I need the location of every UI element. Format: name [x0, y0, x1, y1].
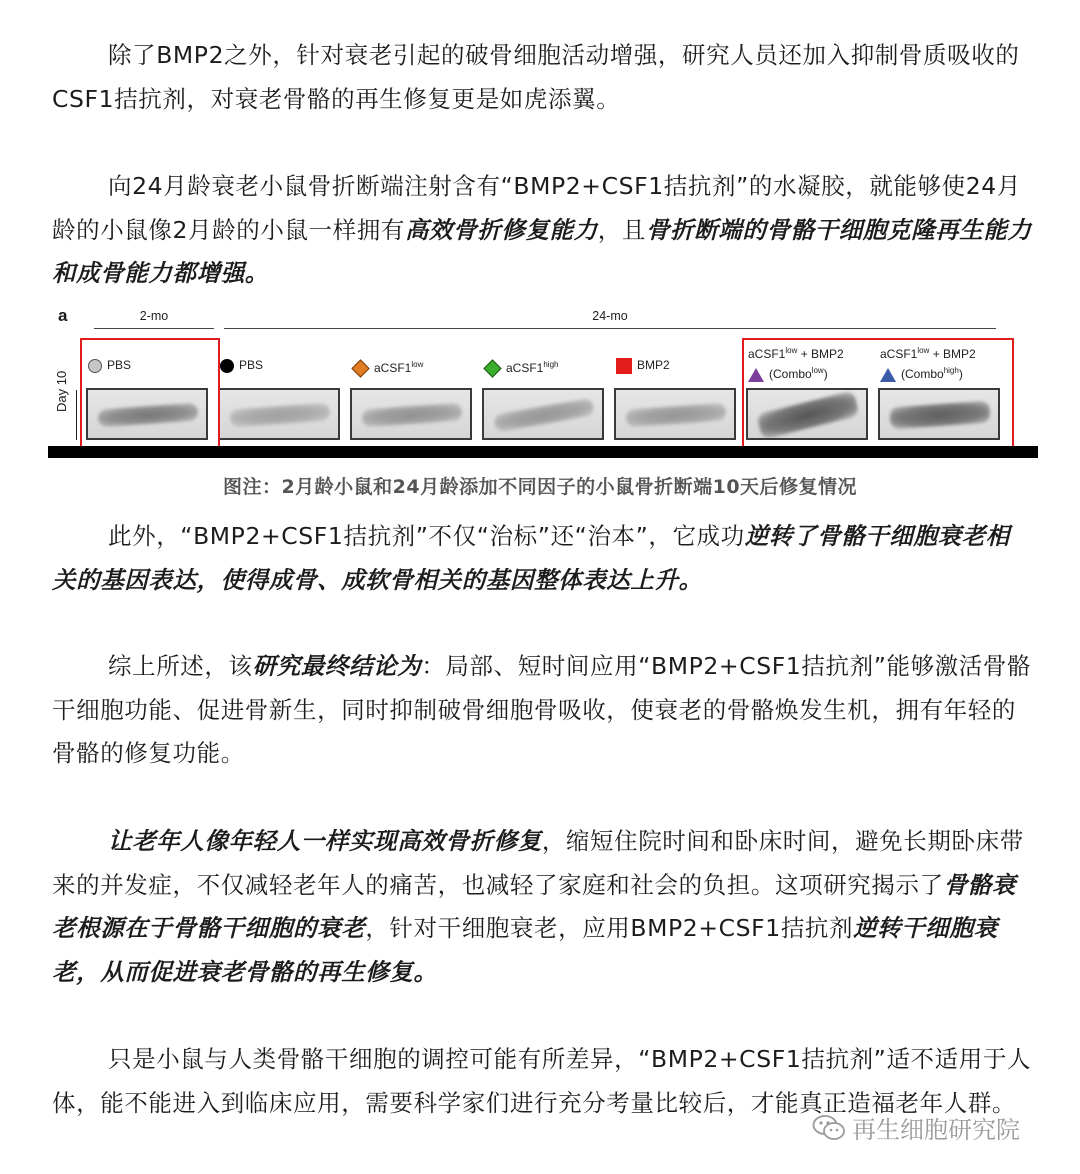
- panel-bmp2: [610, 338, 740, 448]
- paragraph-bmp2-intro: [52, 34, 1032, 121]
- figure-caption: 图注：2月龄小鼠和24月龄添加不同因子的小鼠骨折断端10天后修复情况: [222, 476, 858, 498]
- panel-label-sup: low: [785, 346, 798, 355]
- panel-label-line1: aCSF1: [880, 347, 918, 361]
- paragraph-text: 向24月龄衰老小鼠骨折断端注射含有“BMP2+CSF1拮抗剂”的水凝胶，就能够使24月龄的小鼠像2月龄的小鼠一样拥有: [52, 172, 1021, 244]
- paragraph-text: 除了BMP2之外，针对衰老引起的破骨细胞活动增强，研究人员还加入抑制骨质吸收的CSF1拮抗剂，对衰老骨骼的再生修复更是如虎添翼。: [52, 41, 1020, 113]
- paragraph-gene-expression: [52, 515, 1032, 602]
- figure-bottom-bar: [48, 446, 1038, 458]
- paragraph-text: ，缩短住院时间和卧床时间，避免长期卧床带来的并发症，不仅减轻老年人的痛苦，也减轻了家庭和社会的负担。这项研究揭示了: [52, 827, 1024, 899]
- panel-label-line1b: + BMP2: [929, 347, 976, 361]
- watermark-text: 再生细胞研究院: [852, 1116, 1020, 1144]
- panel-acsf1-high: [478, 338, 608, 448]
- bone-shape: [493, 397, 595, 432]
- paragraph-text: ：局部、短时间应用“BMP2+CSF1拮抗剂”能够激活骨骼干细胞功能、促进骨新生，同时抑制破骨细胞骨吸收，使衰老的骨骼焕发生机，拥有年轻的骨骼的修复功能。: [52, 652, 1032, 767]
- fracture-repair-figure: [48, 304, 1038, 460]
- group-label-young: 2-mo: [139, 309, 169, 323]
- paragraph-text: ，针对干细胞衰老，应用BMP2+CSF1拮抗剂: [365, 914, 854, 942]
- panel-label: [352, 358, 423, 375]
- emphasis-text: 研究最终结论为: [252, 652, 422, 680]
- panel-label: [220, 358, 263, 373]
- paragraph-conclusion: [52, 645, 1032, 776]
- panel-label-text: PBS: [239, 358, 264, 372]
- emphasis-text: 骨骼衰老根源在于骨骼干细胞的衰老: [52, 870, 1017, 942]
- xray-image: [614, 388, 736, 440]
- panel-label-text: (Combo: [901, 367, 944, 381]
- paragraph-text: 此外，“BMP2+CSF1拮抗剂”不仅“治标”还“治本”，它成功: [108, 522, 745, 550]
- emphasis-text: 逆转干细胞衰老，从而促进衰老骨骼的再生修复。: [52, 914, 998, 986]
- panel-label-line1b: + BMP2: [797, 347, 844, 361]
- panel-label: [484, 358, 558, 375]
- emphasis-text: 骨折断端的骨骼干细胞克隆再生能力和成骨能力都增强。: [52, 215, 1032, 287]
- paragraph-text: 只是小鼠与人类骨骼干细胞的调控可能有所差异，“BMP2+CSF1拮抗剂”适不适用于人体，能不能进入到临床应用，需要科学家们进行充分考量比较后，才能真正造福老年人群。: [52, 1045, 1032, 1117]
- wechat-icon: [812, 1114, 846, 1142]
- emphasis-text: 让老年人像年轻人一样实现高效骨折修复: [108, 827, 542, 855]
- paragraph-significance: [52, 820, 1032, 994]
- panel-label-sup: low: [411, 360, 424, 369]
- highlight-box-combo: [742, 338, 1014, 450]
- panel-label: [616, 358, 670, 374]
- paragraph-text: 综上所述，该: [108, 652, 253, 680]
- day-tick: [76, 390, 77, 440]
- orange-diamond-icon: [351, 360, 369, 378]
- green-diamond-icon: [483, 360, 501, 378]
- panel-label-text: PBS: [107, 358, 132, 372]
- panel-label-text: aCSF1: [374, 361, 412, 375]
- emphasis-text: 逆转了骨骼干细胞衰老相关的基因表达，使得成骨、成软骨相关的基因整体表达上升。: [52, 522, 1010, 594]
- group-line-old: [224, 328, 996, 329]
- xray-image: [482, 388, 604, 440]
- paragraph-text: ，且: [597, 215, 646, 244]
- day-label: Day 10: [54, 370, 69, 412]
- xray-image: [218, 388, 340, 440]
- panel-label-tail: ): [823, 367, 828, 381]
- panel-label-sup: high: [543, 360, 559, 369]
- paragraph-hydrogel: [52, 165, 1032, 296]
- panel-label-text: aCSF1: [506, 361, 544, 375]
- panel-label-sup: low: [917, 346, 930, 355]
- xray-image: [350, 388, 472, 440]
- panel-label-tail: ): [958, 367, 963, 381]
- panel-acsf1-low: [346, 338, 476, 448]
- bone-shape: [229, 403, 330, 428]
- bone-shape: [361, 403, 462, 428]
- panel-label-sup: high: [943, 366, 959, 375]
- red-square-icon: [616, 358, 632, 374]
- panel-label-text: (Combo: [769, 367, 812, 381]
- watermark: [812, 1110, 1020, 1145]
- black-circle-icon: [220, 359, 234, 373]
- bone-shape: [625, 403, 726, 428]
- panel-label-line1: aCSF1: [748, 347, 786, 361]
- panel-old-pbs: [214, 338, 344, 448]
- group-line-young: [94, 328, 214, 329]
- highlight-box-young: [80, 338, 220, 450]
- panel-label-text: BMP2: [637, 358, 670, 373]
- emphasis-text: 高效骨折修复能力: [404, 215, 598, 244]
- group-label-old: 24-mo: [592, 309, 628, 323]
- panel-label-sup: low: [811, 366, 824, 375]
- figure-panel-letter: a: [58, 306, 68, 325]
